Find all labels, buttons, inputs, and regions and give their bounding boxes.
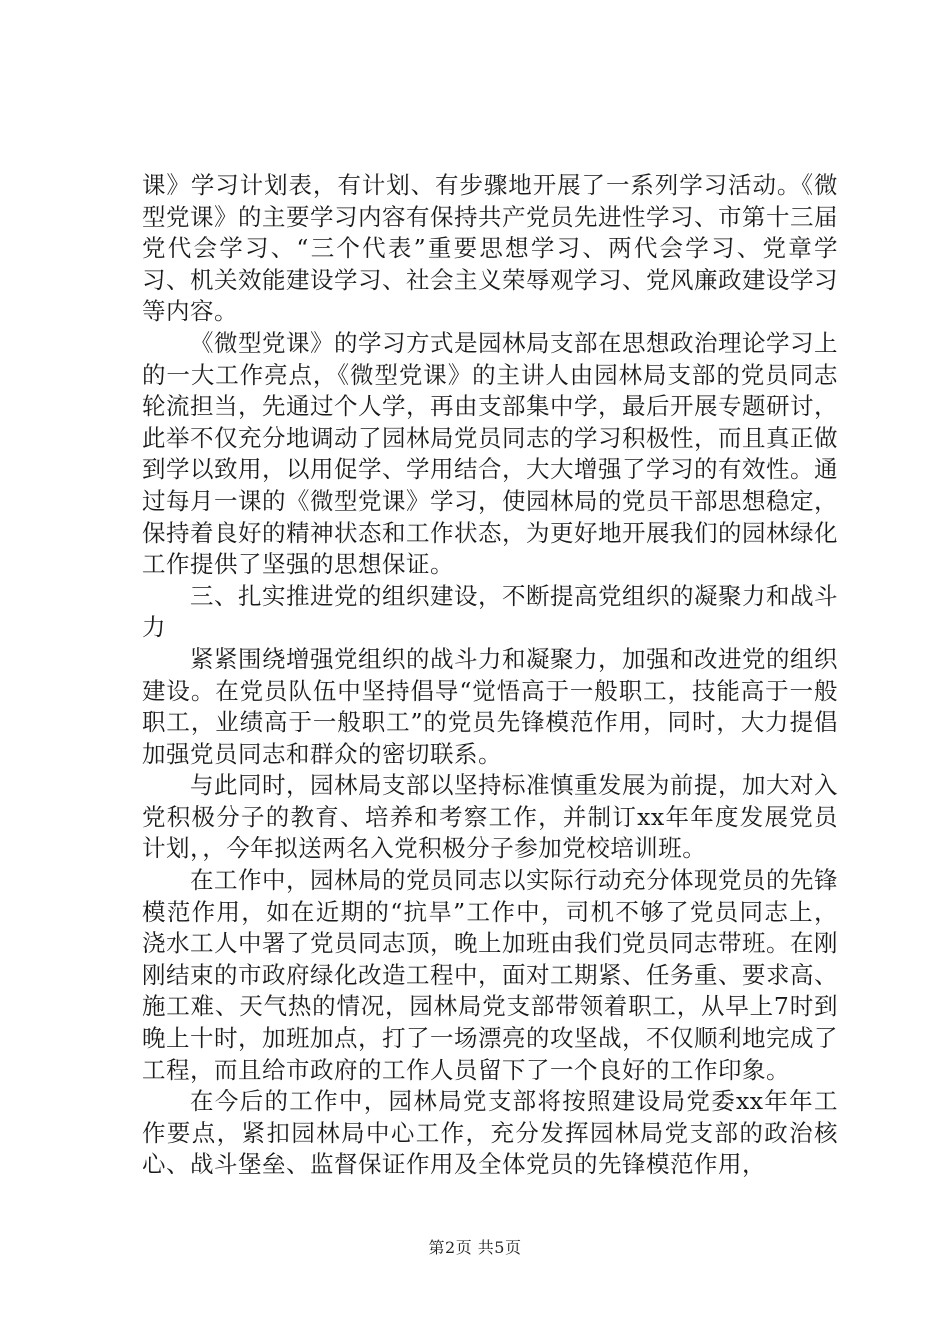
section-heading-3: 三、扎实推进党的组织建设，不断提高党组织的凝聚力和战斗力 bbox=[142, 581, 838, 642]
paragraph-1: 课》学习计划表，有计划、有步骤地开展了一系列学习活动。《微型党课》的主要学习内容有保持共产党员先进性学习、市第十三届党代会学习、“三个代表”重要思想学习、两代会学习、党章学习、机关效能建设学习、社会主义荣辱观学习、党风廉政建设学习等内容。 bbox=[142, 171, 838, 326]
page-number-footer: 第2页 共5页 bbox=[428, 1238, 522, 1257]
paragraph-7: 在今后的工作中，园林局党支部将按照建设局党委xx年年工作要点，紧扣园林局中心工作，充分发挥园林局党支部的政治核心、战斗堡垒、监督保证作用及全体党员的先锋模范作用， bbox=[142, 1087, 838, 1179]
paragraph-5: 与此同时，园林局支部以坚持标准慎重发展为前提，加大对入党积极分子的教育、培养和考察工作，并制订xx年年度发展党员计划，，今年拟送两名入党积极分子参加党校培训班。 bbox=[142, 771, 838, 863]
paragraph-2: 《微型党课》的学习方式是园林局支部在思想政治理论学习上的一大工作亮点，《微型党课》的主讲人由园林局支部的党员同志轮流担当，先通过个人学，再由支部集中学，最后开展专题研讨，此举不仅充分地调动了园林局党员同志的学习积极性，而且真正做到学以致用，以用促学、学用结合，大大增强了学习的有效性。通过每月一课的《微型党课》学习，使园林局的党员干部思想稳定，保持着良好的精神状态和工作状态，为更好地开展我们的园林绿化工作提供了坚强的思想保证。 bbox=[142, 328, 838, 579]
paragraph-4: 紧紧围绕增强党组织的战斗力和凝聚力，加强和改进党的组织建设。在党员队伍中坚持倡导“觉悟高于一般职工，技能高于一般职工，业绩高于一般职工”的党员先锋模范作用，同时，大力提倡加强党员同志和群众的密切联系。 bbox=[142, 644, 838, 768]
paragraph-6: 在工作中，园林局的党员同志以实际行动充分体现党员的先锋模范作用，如在近期的“抗旱”工作中，司机不够了党员同志上，浇水工人中署了党员同志顶，晚上加班由我们党员同志带班。在刚刚结束的市政府绿化改造工程中，面对工期紧、任务重、要求高、施工难、天气热的情况，园林局党支部带领着职工，从早上7时到晚上十时，加班加点，打了一场漂亮的攻坚战，不仅顺利地完成了工程，而且给市政府的工作人员留下了一个良好的工作印象。 bbox=[142, 866, 838, 1084]
document-body bbox=[142, 170, 838, 1181]
